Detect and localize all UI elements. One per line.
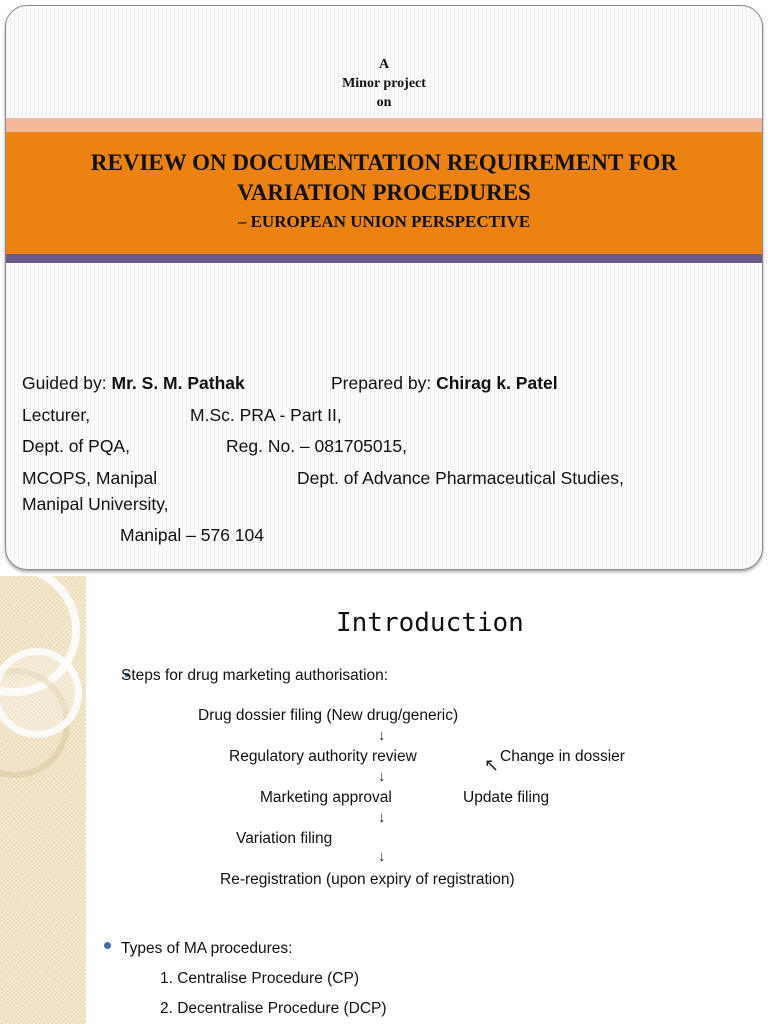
- title-band: [6, 132, 762, 254]
- bullet-types: Types of MA procedures:: [121, 940, 293, 957]
- city: Manipal – 576 104: [120, 525, 264, 545]
- arrow-up-left-icon: ↖: [484, 755, 500, 775]
- guided-by-label: Guided by:: [22, 373, 112, 393]
- author-name: Chirag k. Patel: [436, 373, 558, 393]
- arrow-down-icon: ↓: [378, 848, 386, 865]
- arrow-down-icon: ↓: [378, 727, 386, 744]
- decorative-strip: [0, 576, 86, 1024]
- university: Manipal University,: [22, 494, 169, 514]
- intro-lines: [6, 55, 762, 112]
- intro-line-on: on: [376, 95, 392, 110]
- slide-title: Introduction: [336, 608, 524, 638]
- flow-step-approval: Marketing approval: [260, 789, 392, 806]
- prepared-by-label: Prepared by:: [331, 373, 437, 393]
- guide-title: Lecturer,: [22, 405, 91, 425]
- introduction-slide: [0, 576, 768, 1024]
- guided-by: [22, 373, 245, 394]
- intro-line-a: A: [378, 57, 390, 72]
- bullet-steps: [121, 667, 388, 685]
- title-line-1: REVIEW ON DOCUMENTATION REQUIREMENT FOR: [90, 150, 678, 175]
- procedure-cp: 1. Centralise Procedure (CP): [160, 970, 359, 987]
- round-bullet-icon: [104, 942, 111, 949]
- intro-line-minor-project: Minor project: [342, 76, 426, 91]
- purple-band: [6, 254, 762, 263]
- author-reg: Reg. No. – 081705015,: [226, 436, 407, 456]
- prepared-by: [331, 373, 558, 394]
- flow-step-variation: Variation filing: [236, 830, 333, 847]
- flow-step-review: Regulatory authority review: [229, 748, 417, 765]
- flow-update-filing: Update filing: [463, 789, 550, 806]
- title-slide: [5, 5, 763, 570]
- arrow-down-icon: ↓: [378, 809, 386, 826]
- author-course: M.Sc. PRA - Part II,: [190, 405, 342, 425]
- arrow-down-icon: ↓: [378, 768, 386, 785]
- guide-name: Mr. S. M. Pathak: [111, 373, 245, 393]
- subtitle: – EUROPEAN UNION PERSPECTIVE: [237, 212, 531, 231]
- procedure-dcp: 2. Decentralise Procedure (DCP): [160, 1000, 387, 1017]
- flow-change-in-dossier: Change in dossier: [500, 748, 625, 765]
- flow-step-reregistration: Re-registration (upon expiry of registration): [220, 871, 515, 888]
- bullet-steps-text: Steps for drug marketing authorisation:: [121, 667, 389, 684]
- peach-band: [6, 118, 762, 132]
- flow-step-dossier: Drug dossier filing (New drug/generic): [198, 707, 459, 724]
- guide-institute: MCOPS, Manipal: [22, 468, 158, 488]
- title-line-2: VARIATION PROCEDURES: [237, 180, 531, 205]
- author-dept: Dept. of Advance Pharmaceutical Studies,: [297, 468, 624, 488]
- guide-dept: Dept. of PQA,: [22, 436, 130, 456]
